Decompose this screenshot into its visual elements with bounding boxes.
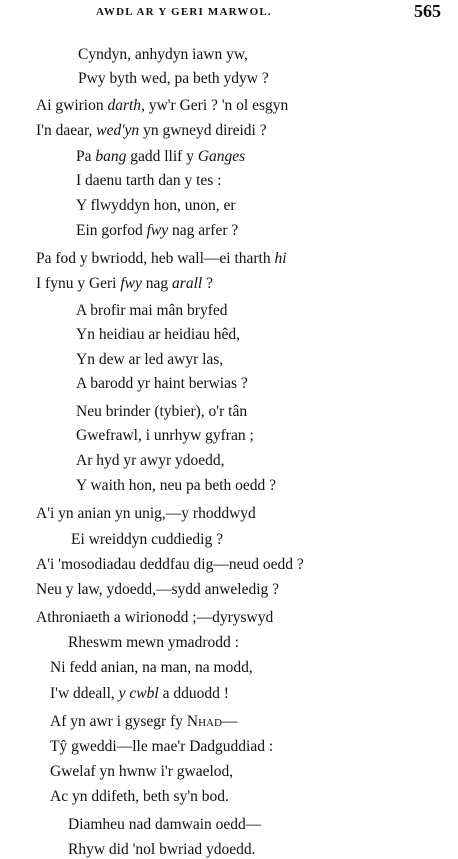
verse-line (68, 816, 261, 834)
verse-line (50, 763, 233, 781)
verse-text: Rhyw did 'nol bwriad ydoedd. (68, 841, 256, 858)
verse-line (50, 659, 253, 677)
verse-line (76, 403, 247, 421)
italic-word: wed'yn (96, 122, 140, 139)
verse-line (36, 581, 279, 599)
verse-text: I daenu tarth dan y tes : (76, 172, 222, 189)
verse-text: A barodd yr haint berwias ? (76, 375, 248, 392)
verse-line (50, 713, 237, 731)
verse-text: Gwelaf yn hwnw i'r gwaelod, (50, 763, 234, 780)
verse-line (71, 531, 223, 549)
verse-line (68, 634, 239, 652)
verse-text: Gwefrawl, i unrhyw gyfran ; (76, 427, 254, 444)
verse-text: Neu brinder (tybier), o'r tân (76, 403, 248, 420)
verse-line (36, 609, 273, 627)
verse-text: I'n daear, (36, 122, 97, 139)
verse-text: Athroniaeth a wirionodd ;—dyryswyd (36, 609, 274, 626)
running-title: AWDL AR Y GERI MARWOL. (96, 6, 272, 18)
italic-word: fwy (120, 275, 142, 292)
italic-word: bang (95, 148, 127, 165)
verse-line (36, 122, 267, 140)
verse-line (76, 302, 228, 320)
verse-text: ? (202, 275, 213, 292)
verse-line (68, 841, 255, 859)
verse-line (76, 326, 240, 344)
verse-text: Pwy byth wed, pa beth ydyw ? (78, 70, 269, 87)
verse-text: A'i 'mosodiadau deddfau dig—neud oedd ? (36, 556, 304, 573)
verse-line (76, 452, 225, 470)
verse-text: Ni fedd anian, na man, na modd, (50, 659, 253, 676)
verse-text: Pa (76, 148, 96, 165)
verse-text: Rheswm mewn ymadrodd : (68, 634, 239, 651)
verse-text: nag arfer ? (168, 222, 239, 239)
verse-text: Yn heidiau ar heidiau hêd, (76, 326, 240, 343)
verse-line (76, 427, 254, 445)
verse-text: yn gwneyd direidi ? (139, 122, 267, 139)
italic-word: y cwbl (118, 685, 159, 702)
verse-line (76, 477, 276, 495)
verse-line (36, 275, 213, 293)
verse-text: — (221, 713, 238, 730)
verse-text: A brofir mai mân bryfed (76, 302, 228, 319)
verse-text: Tŷ gweddi—lle mae'r Dadguddiad : (50, 738, 274, 755)
page-number: 565 (414, 1, 441, 21)
verse-line (36, 556, 304, 574)
verse-line (76, 172, 221, 190)
verse-text: gadd llif y (126, 148, 198, 165)
verse-line (76, 148, 245, 166)
verse-line (76, 222, 238, 240)
verse-text: Ar hyd yr awyr ydoedd, (76, 452, 225, 469)
small-caps-word: Nhad (186, 713, 222, 730)
verse-text: Y waith hon, neu pa beth oedd ? (76, 477, 277, 494)
verse-text: Ein gorfod (76, 222, 147, 239)
verse-line (78, 46, 248, 64)
verse-line (76, 351, 223, 369)
verse-text: Ei wreiddyn cuddiedig ? (71, 531, 223, 548)
verse-text: I'w ddeall, (50, 685, 119, 702)
verse-text: Ac yn ddifeth, beth sy'n bod. (50, 788, 229, 805)
verse-text: a dduodd ! (158, 685, 229, 702)
verse-line (50, 788, 229, 806)
verse-line (76, 375, 248, 393)
italic-word: arall (172, 275, 203, 292)
italic-word: fwy (146, 222, 169, 239)
verse-line (76, 197, 236, 215)
verse-line (36, 97, 288, 115)
verse-text: , yw'r Geri ? 'n ol esgyn (141, 97, 289, 114)
verse-text: Diamheu nad damwain oedd— (68, 816, 262, 833)
verse-text: I fynu y Geri (36, 275, 121, 292)
verse-line (36, 250, 287, 268)
verse-text: Pa fod y bwriodd, heb wall—ei tharth (36, 250, 275, 267)
italic-word: Ganges (197, 148, 246, 165)
italic-word: darth (107, 97, 142, 114)
verse-text: nag (141, 275, 173, 292)
verse-text: Y flwyddyn hon, unon, er (76, 197, 236, 214)
verse-text: Cyndyn, anhydyn iawn yw, (78, 46, 248, 63)
verse-text: Ai gwirion (36, 97, 108, 114)
verse-line (78, 70, 269, 88)
italic-word: hi (274, 250, 287, 267)
verse-text: A'i yn anian yn unig,—y rhoddwyd (36, 505, 256, 522)
verse-text: Af yn awr i gysegr fy (50, 713, 187, 730)
verse-line (36, 505, 256, 523)
verse-text: Neu y law, ydoedd,—sydd anweledig ? (36, 581, 280, 598)
verse-line (50, 738, 273, 756)
verse-line (50, 685, 229, 703)
verse-text: Yn dew ar led awyr las, (76, 351, 224, 368)
